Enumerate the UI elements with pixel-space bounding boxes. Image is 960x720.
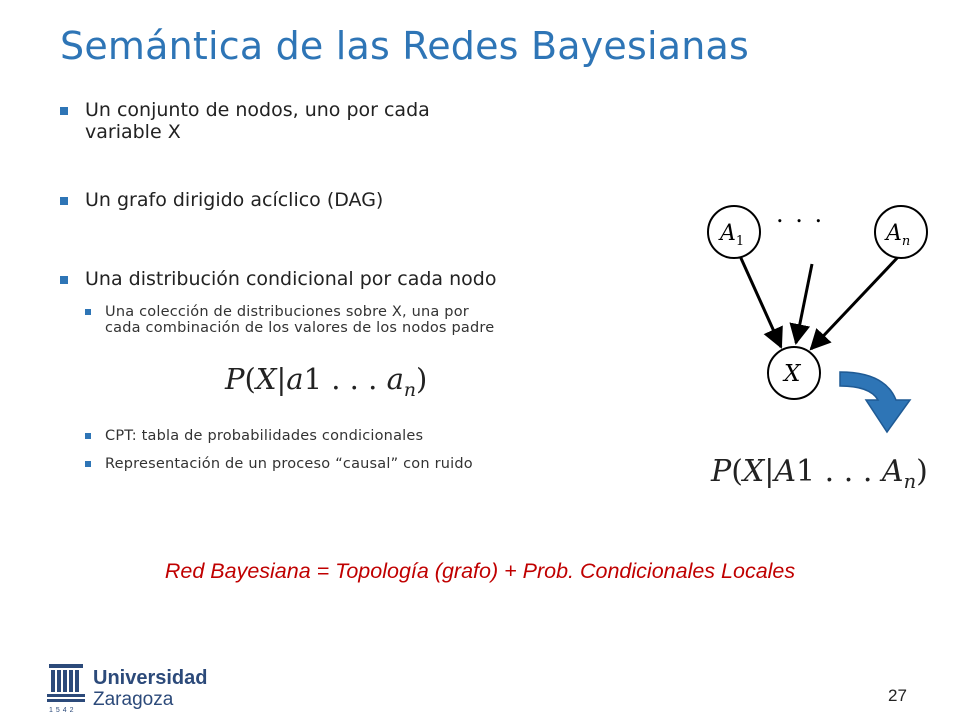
formula-symbol: A (881, 454, 904, 489)
logo-name: Universidad (93, 667, 208, 689)
formula-symbol: X (255, 362, 277, 396)
university-logo (45, 662, 225, 718)
formula-symbol: | (764, 454, 775, 489)
subbullet-text-cont: cada combinación de los valores de los nodos padre (105, 320, 495, 336)
university-crest-icon (45, 662, 225, 714)
formula-symbol: ) (916, 454, 928, 489)
formula-symbol: X (742, 454, 765, 489)
diagram-ellipsis: . . . (776, 200, 825, 228)
formula-subscript: n (903, 470, 917, 493)
node-an-label: $A_n$ (886, 221, 911, 249)
subbullet-text: CPT: tabla de probabilidades condicionales (105, 428, 424, 444)
bullet-text: Una distribución condicional por cada nodo (85, 268, 497, 290)
formula-symbol: ) (416, 362, 428, 396)
formula-symbol: A (774, 454, 797, 489)
formula-symbol: a (286, 362, 304, 396)
formula-symbol: . . . (815, 454, 882, 489)
summary-statement: Red Bayesiana = Topología (grafo) + Prob. Condicionales Locales (164, 559, 796, 583)
slide-title: Semántica de las Redes Bayesianas (60, 24, 749, 68)
edge-a1-x (740, 256, 781, 347)
edge-dots-x (796, 264, 812, 343)
page-number: 27 (888, 686, 907, 705)
formula-subscript: n (403, 379, 416, 401)
curved-arrow-icon (840, 372, 910, 432)
bullet-text-cont: variable X (85, 121, 181, 143)
formula-symbol: 1 (796, 454, 816, 489)
formula-symbol: P (225, 362, 245, 396)
formula-symbol: | (276, 362, 287, 396)
node-x-label: X (784, 361, 801, 387)
formula-conditional-upper (711, 454, 928, 493)
formula-symbol: a (386, 362, 404, 396)
formula-symbol: 1 (303, 362, 323, 396)
formula-symbol: ( (731, 454, 743, 489)
bullet-text: Un grafo dirigido acíclico (DAG) (85, 189, 384, 211)
formula-symbol: . . . (322, 362, 387, 396)
node-a1-label: $A_1$ (720, 221, 745, 249)
subbullet-text: Una colección de distribuciones sobre X, una por (105, 304, 469, 320)
subbullet-text: Representación de un proceso “causal” con ruido (105, 456, 473, 472)
formula-symbol: ( (244, 362, 256, 396)
formula-symbol: P (711, 454, 732, 489)
logo-city: Zaragoza (93, 689, 174, 710)
bullet-text: Un conjunto de nodos, uno por cada (85, 99, 430, 121)
edge-an-x (811, 256, 899, 349)
logo-year: 1542 (49, 707, 77, 714)
